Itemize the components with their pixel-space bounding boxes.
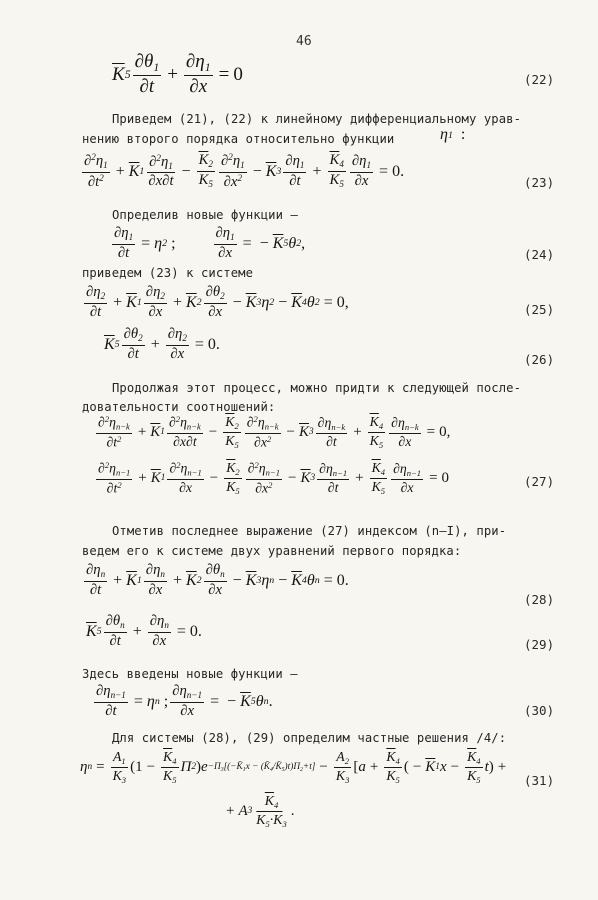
equation-24: $\frac{\partial\eta_1}{\partial t}$ = η 2 ; $\frac{\partial\eta_1}{\partial x}$ = − $\overline{K}$ 5 θ 2 , bbox=[114, 225, 306, 261]
paragraph-line: ведем его к системе двух уравнений первого порядка: bbox=[82, 544, 462, 558]
equation-number-30: (30) bbox=[524, 703, 555, 718]
equation-27-line-2: $\frac{\partial^2\eta_{n-1}}{\partial t^2}$ + $\overline{K}$ 1 $\frac{\partial^2\eta_{n-1}}{\partial x}$ − $\frac{\overline{K}_2}{\overline{K}_5}$ $\frac{\partial^2\eta_{n-1}}{\partial x^2}$ − $\overline{K}$ 3 $\frac{\partial\eta_{n-1}}{\partial t}$ + $\frac{\overline{K}_4}{\overline{K}_5}$ $\frac{\partial\eta_{n-1}}{\partial x}$ = 0 bbox=[98, 460, 450, 496]
equation-25: $\frac{\partial\eta_2}{\partial t}$ + $\overline{K}$ 1 $\frac{\partial\eta_2}{\partial x}$ + $\overline{K}$ 2 $\frac{\partial\theta_2}{\partial x}$ − $\overline{K}$ 3 η 2 − $\overline{K}$ 4 θ 2 = 0, bbox=[86, 284, 349, 320]
equation-number-23: (23) bbox=[524, 175, 555, 190]
equation-23: $\frac{\partial^2\eta_1}{\partial t^2}$ + $\overline{K}$ 1 $\frac{\partial^2\eta_1}{\partial x\partial t}$ − $\frac{\overline{K}_2}{\overline{K}_5}$ $\frac{\partial^2\eta_1}{\partial x^2}$ − $\overline{K}$ 3 $\frac{\partial\eta_1}{\partial t}$ + $\frac{\overline{K}_4}{\overline{K}_5}$ $\frac{\partial\eta_1}{\partial x}$ = 0. bbox=[84, 152, 405, 190]
paragraph-line: довательности соотношений: bbox=[82, 400, 276, 414]
paragraph-line: Продолжая этот процесс, можно придти к следующей после- bbox=[112, 381, 522, 395]
equation-number-26: (26) bbox=[524, 352, 555, 367]
equation-number-27: (27) bbox=[524, 474, 555, 489]
paragraph-line: Отметив последнее выражение (27) индексом (n–I), при- bbox=[112, 524, 507, 538]
equation-31-line-2: + A 3 $\frac{\overline{K}_4}{\overline{K}_5\cdot\overline{K}_3}$ . bbox=[226, 793, 295, 829]
equation-29: $\overline{K}$ 5 $\frac{\partial\theta_n}{\partial t}$ + $\frac{\partial\eta_n}{\partial x}$ = 0. bbox=[86, 613, 202, 649]
equation-number-22: (22) bbox=[524, 72, 555, 87]
equation-26: $\overline{K}$ 5 $\frac{\partial\theta_2}{\partial t}$ + $\frac{\partial\eta_2}{\partial x}$ = 0. bbox=[104, 326, 220, 362]
equation-number-24: (24) bbox=[524, 247, 555, 262]
paragraph-line: Здесь введены новые функции – bbox=[82, 667, 298, 681]
paragraph-line: приведем (23) к системе bbox=[82, 266, 254, 280]
paragraph-line: нению второго порядка относительно функции bbox=[82, 132, 395, 146]
equation-number-29: (29) bbox=[524, 637, 555, 652]
page-number: 46 bbox=[296, 34, 312, 49]
paragraph-line: Для системы (28), (29) определим частные решения /4/: bbox=[112, 731, 507, 745]
equation-number-28: (28) bbox=[524, 592, 555, 607]
function-symbol-eta1: η 1 : bbox=[440, 126, 466, 143]
equation-30: $\frac{\partial\eta_{n-1}}{\partial t}$ = η n ; $\frac{\partial\eta_{n-1}}{\partial x}$ = − $\overline{K}$ 5 θ n . bbox=[96, 683, 273, 719]
equation-22: $\overline{K}$ 5 $\frac{\partial\theta_1}{\partial t}$ + $\frac{\partial\eta_1}{\partial x}$ = 0 bbox=[112, 51, 243, 98]
paragraph-line: Приведем (21), (22) к линейному дифференциальному урав- bbox=[112, 112, 522, 126]
paragraph-line: Определив новые функции – bbox=[112, 208, 298, 222]
equation-number-25: (25) bbox=[524, 302, 555, 317]
equation-27-line-1: $\frac{\partial^2\eta_{n-k}}{\partial t^2}$ + $\overline{K}$ 1 $\frac{\partial^2\eta_{n-k}}{\partial x\partial t}$ − $\frac{\overline{K}_2}{\overline{K}_5}$ $\frac{\partial^2\eta_{n-k}}{\partial x^2}$ − $\overline{K}$ 3 $\frac{\partial\eta_{n-k}}{\partial t}$ + $\frac{\overline{K}_4}{\overline{K}_5}$ $\frac{\partial\eta_{n-k}}{\partial x}$ = 0, bbox=[98, 414, 451, 450]
equation-number-31: (31) bbox=[524, 773, 555, 788]
equation-28: $\frac{\partial\eta_n}{\partial t}$ + $\overline{K}$ 1 $\frac{\partial\eta_n}{\partial x}$ + $\overline{K}$ 2 $\frac{\partial\theta_n}{\partial x}$ − $\overline{K}$ 3 η n − $\overline{K}$ 4 θ n = 0. bbox=[86, 562, 349, 598]
equation-31-line-1: η n = $\frac{A_1}{\overline{K}_3}$ ( 1 − $\frac{\overline{K}_4}{\overline{K}_5}$ Π 2 ) e $-\Pi_3[(-K̄_1x$ − $(K̄_4/K̄_5)t)\Pi_2+t$] − $\frac{A_2}{\overline{K}_3}$ [ a + $\frac{\overline{K}_4}{\overline{K}_5}$ ( − $\overline{K}$ 1 x − $\frac{\overline{K}_4}{\overline{K}_5}$ t ) + bbox=[80, 749, 507, 785]
